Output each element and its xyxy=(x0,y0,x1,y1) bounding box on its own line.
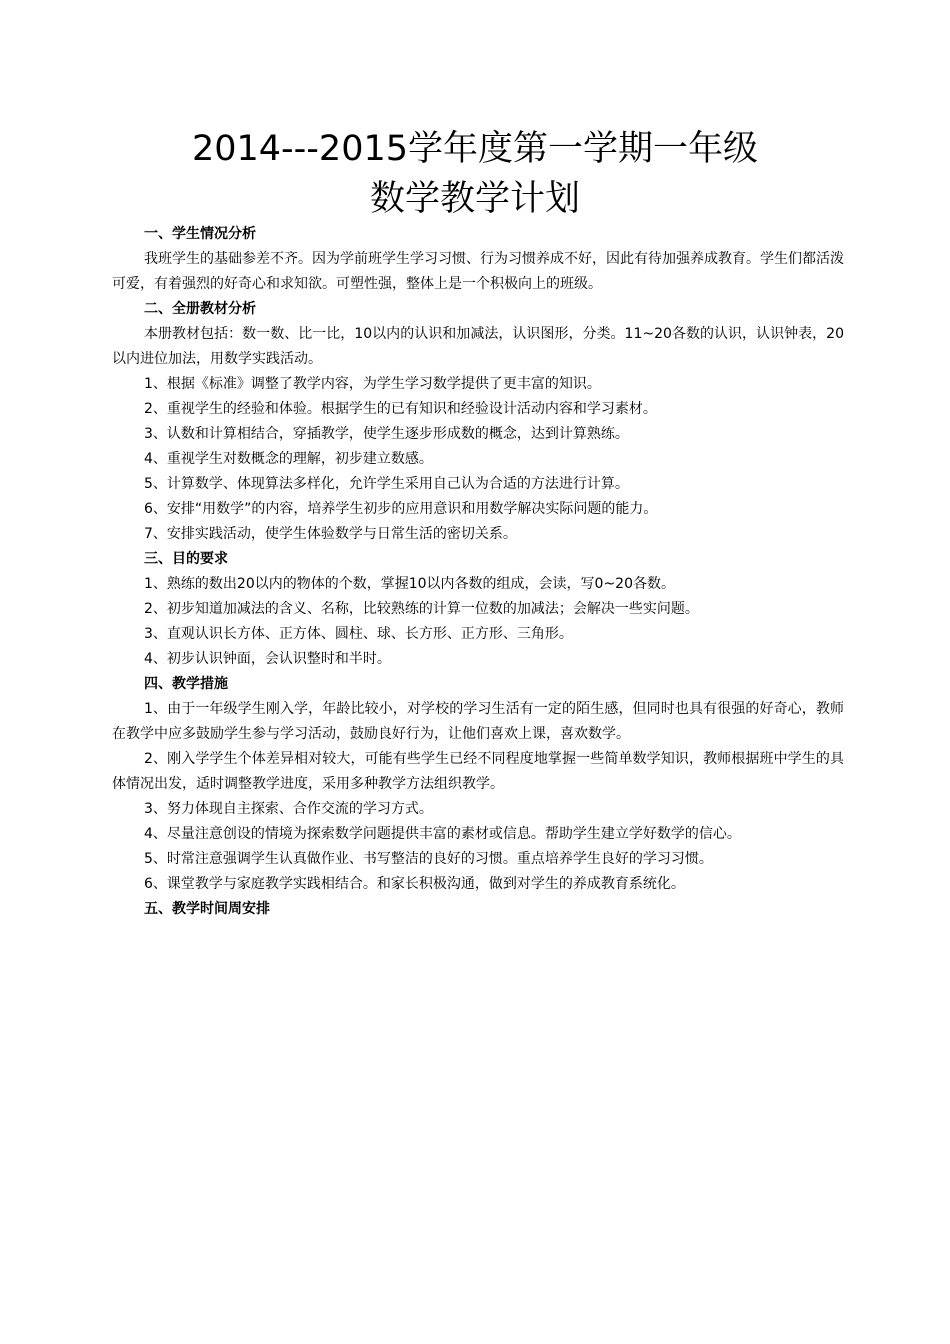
list-item: 1、根据《标准》调整了教学内容，为学生学习数学提供了更丰富的知识。 xyxy=(144,376,601,392)
list-item: 3、直观认识长方体、正方体、圆柱、球、长方形、正方形、三角形。 xyxy=(144,626,573,642)
document-title xyxy=(0,124,950,224)
paragraph-textbook-contents: 本册教材包括：数一数、比一比，10以内的认识和加减法，认识图形，分类。11~20各数的认识，认识钟表，20以内进位加法，用数学实践活动。 xyxy=(112,326,844,367)
section-heading-teaching-measures: 四、教学措施 xyxy=(144,676,228,692)
list-item: 3、努力体现自主探索、合作交流的学习方式。 xyxy=(144,801,433,817)
paragraph-measure-2: 2、刚入学学生个体差异相对较大，可能有些学生已经不同程度地掌握一些简单数学知识，教师根据班中学生的具体情况出发，适时调整教学进度，采用多种教学方法组织教学。 xyxy=(112,751,844,792)
list-item: 2、重视学生的经验和体验。根据学生的已有知识和经验设计活动内容和学习素材。 xyxy=(144,401,657,417)
list-item: 5、计算数学、体现算法多样化，允许学生采用自己认为合适的方法进行计算。 xyxy=(144,476,629,492)
list-item: 3、认数和计算相结合，穿插教学，使学生逐步形成数的概念，达到计算熟练。 xyxy=(144,426,629,442)
list-item: 7、安排实践活动，使学生体验数学与日常生活的密切关系。 xyxy=(144,526,517,542)
list-item: 4、初步认识钟面，会认识整时和半时。 xyxy=(144,651,391,667)
title-line-2: 数学教学计划 xyxy=(369,179,580,219)
section-heading-student-analysis: 一、学生情况分析 xyxy=(144,226,256,242)
section-heading-schedule: 五、教学时间周安排 xyxy=(144,901,270,917)
section-heading-textbook-analysis: 二、全册教材分析 xyxy=(144,301,256,317)
list-item: 4、尽量注意创设的情境为探索数学问题提供丰富的素材或信息。帮助学生建立学好数学的信心。 xyxy=(144,826,741,842)
section-heading-goals: 三、目的要求 xyxy=(144,551,228,567)
list-item: 5、时常注意强调学生认真做作业、书写整洁的良好的习惯。重点培养学生良好的学习习惯。 xyxy=(144,851,713,867)
paragraph-student-analysis: 我班学生的基础参差不齐。因为学前班学生学习习惯、行为习惯养成不好，因此有待加强养成教育。学生们都活泼可爱，有着强烈的好奇心和求知欲。可塑性强，整体上是一个积极向上的班级。 xyxy=(112,251,844,292)
document-body xyxy=(112,222,844,922)
paragraph-measure-1: 1、由于一年级学生刚入学，年龄比较小，对学校的学习生活有一定的陌生感，但同时也具有很强的好奇心，教师在教学中应多鼓励学生参与学习活动，鼓励良好行为，让他们喜欢上课，喜欢数学。 xyxy=(112,701,844,742)
list-item: 2、初步知道加减法的含义、名称，比较熟练的计算一位数的加减法；会解决一些实问题。 xyxy=(144,601,699,617)
list-item: 6、课堂教学与家庭教学实践相结合。和家长积极沟通，做到对学生的养成教育系统化。 xyxy=(144,876,685,892)
list-item: 6、安排“用数学”的内容，培养学生初步的应用意识和用数学解决实际问题的能力。 xyxy=(144,501,658,517)
list-item: 4、重视学生对数概念的理解，初步建立数感。 xyxy=(144,451,433,467)
title-line-1: 2014---2015学年度第一学期一年级 xyxy=(191,129,759,169)
list-item: 1、熟练的数出20以内的物体的个数，掌握10以内各数的组成，会读，写0~20各数。 xyxy=(144,576,675,592)
